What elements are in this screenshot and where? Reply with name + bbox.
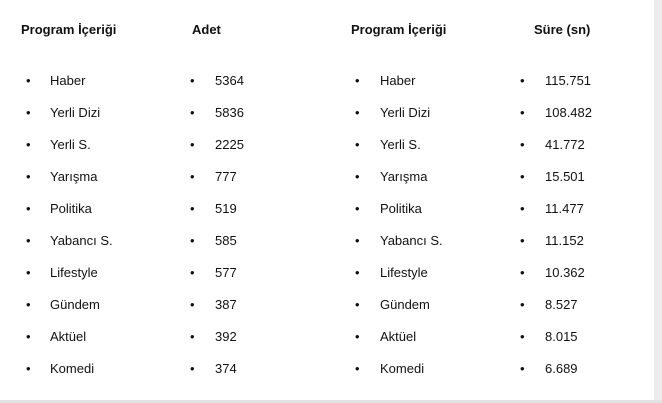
right-duration-item: [0, 265, 662, 281]
bullet-icon: •: [190, 265, 195, 280]
bullet-icon: •: [190, 137, 195, 152]
right-duration-text: 6.689: [545, 361, 578, 376]
right-program-text: Yabancı S.: [380, 233, 443, 248]
bullet-icon: •: [190, 233, 195, 248]
bullet-icon: •: [190, 105, 195, 120]
right-duration-text: 11.477: [545, 201, 584, 216]
bullet-icon: •: [355, 169, 360, 184]
right-program-text: Yerli S.: [380, 137, 421, 152]
left-count-text: 387: [215, 297, 237, 312]
left-program-text: Yabancı S.: [50, 233, 113, 248]
right-duration-item: [0, 233, 662, 249]
left-count-text: 585: [215, 233, 237, 248]
left-count-text: 519: [215, 201, 237, 216]
right-program-text: Aktüel: [380, 329, 417, 344]
bullet-icon: •: [26, 137, 31, 152]
bullet-icon: •: [26, 361, 31, 376]
right-duration-item: [0, 105, 662, 121]
right-program-text: Yerli Dizi: [380, 105, 431, 120]
right-header-duration: Süre (sn): [534, 22, 591, 37]
bullet-icon: •: [190, 361, 195, 376]
bullet-icon: •: [355, 73, 360, 88]
bullet-icon: •: [520, 169, 525, 184]
bullet-icon: •: [520, 329, 525, 344]
bullet-icon: •: [26, 73, 31, 88]
bullet-icon: •: [190, 329, 195, 344]
bullet-icon: •: [520, 361, 525, 376]
left-program-text: Yerli S.: [50, 137, 91, 152]
left-program-text: Komedi: [50, 361, 95, 376]
bullet-icon: •: [190, 201, 195, 216]
right-duration-item: [0, 329, 662, 345]
right-duration-item: [0, 361, 662, 377]
right-duration-item: [0, 137, 662, 153]
right-header-program: Program İçeriği: [351, 22, 447, 37]
bullet-icon: •: [26, 297, 31, 312]
bullet-icon: •: [520, 73, 525, 88]
left-program-text: Yerli Dizi: [50, 105, 101, 120]
bullet-icon: •: [190, 73, 195, 88]
left-header-count: Adet: [192, 22, 221, 37]
right-duration-text: 115.751: [545, 73, 592, 88]
bullet-icon: •: [520, 297, 525, 312]
left-program-text: Aktüel: [50, 329, 87, 344]
bullet-icon: •: [26, 329, 31, 344]
left-program-text: Politika: [50, 201, 92, 216]
bullet-icon: •: [26, 233, 31, 248]
right-duration-item: [0, 169, 662, 185]
bullet-icon: •: [520, 201, 525, 216]
bullet-icon: •: [26, 201, 31, 216]
right-program-text: Yarışma: [380, 169, 428, 184]
bullet-icon: •: [26, 169, 31, 184]
left-program-text: Yarışma: [50, 169, 98, 184]
left-program-text: Lifestyle: [50, 265, 98, 280]
right-program-text: Politika: [380, 201, 422, 216]
bullet-icon: •: [190, 169, 195, 184]
left-count-text: 5364: [215, 73, 244, 88]
right-duration-text: 8.527: [545, 297, 578, 312]
bullet-icon: •: [26, 105, 31, 120]
bullet-icon: •: [520, 105, 525, 120]
left-count-text: 2225: [215, 137, 244, 152]
left-count-text: 777: [215, 169, 237, 184]
left-count-text: 577: [215, 265, 237, 280]
right-program-text: Haber: [380, 73, 416, 88]
bullet-icon: •: [355, 265, 360, 280]
bullet-icon: •: [520, 137, 525, 152]
right-program-text: Komedi: [380, 361, 425, 376]
bullet-icon: •: [355, 137, 360, 152]
right-duration-text: 8.015: [545, 329, 578, 344]
bullet-icon: •: [355, 361, 360, 376]
bullet-icon: •: [355, 233, 360, 248]
bullet-icon: •: [355, 201, 360, 216]
left-count-text: 392: [215, 329, 237, 344]
bullet-icon: •: [520, 233, 525, 248]
bullet-icon: •: [190, 297, 195, 312]
bullet-icon: •: [26, 265, 31, 280]
bullet-icon: •: [355, 329, 360, 344]
right-duration-text: 41.772: [545, 137, 585, 152]
left-program-text: Gündem: [50, 297, 100, 312]
right-duration-text: 11.152: [545, 233, 584, 248]
right-duration-text: 10.362: [545, 265, 585, 280]
right-program-text: Gündem: [380, 297, 430, 312]
right-program-text: Lifestyle: [380, 265, 428, 280]
bullet-icon: •: [355, 297, 360, 312]
right-duration-text: 15.501: [545, 169, 585, 184]
left-header-program: Program İçeriği: [21, 22, 117, 37]
bullet-icon: •: [355, 105, 360, 120]
left-count-text: 5836: [215, 105, 244, 120]
bullet-icon: •: [520, 265, 525, 280]
left-program-text: Haber: [50, 73, 86, 88]
right-duration-item: [0, 73, 662, 89]
right-duration-item: [0, 297, 662, 313]
right-duration-text: 108.482: [545, 105, 592, 120]
right-duration-item: [0, 201, 662, 217]
left-count-text: 374: [215, 361, 237, 376]
